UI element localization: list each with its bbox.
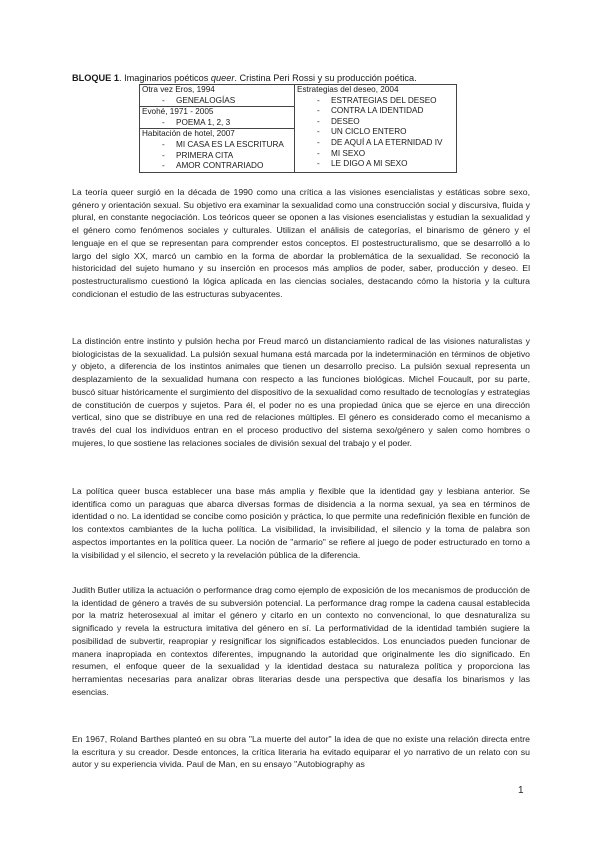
block-heading xyxy=(72,72,532,84)
paragraph: Judith Butler utiliza la actuación o performance drag como ejemplo de exposición de los mecanismos de producción de la identidad de género a través de su subversión potencial. La performance drag rompe la cadena causal establecida por la matriz heterosexual al imitar el género y citarlo en un contexto no convencional, lo que desnaturaliza su significado y revela la estructura imitativa del género en sí. La performatividad de la identidad también sugiere la posibilidad de subvertir, reapropiar y resignificar los significados establecidos. Los enunciados pueden funcionar de manera inapropiada en contextos diferentes, impugnando la autoridad que originalmente les dio significado. En resumen, el enfoque queer de la sexualidad y la identidad destaca su naturaleza política y proporciona las herramientas necesarias para analizar obras literarias desde una perspectiva que desafía los binarismos y las esencias. xyxy=(72,585,530,697)
work-cell xyxy=(140,107,295,129)
paragraph: La teoría queer surgió en la década de 1990 como una crítica a las visiones esencialistas y estáticas sobre sexo, género y orientación sexual. Su objetivo era examinar la sexualidad como una construcción social y discursiva, fluida y plural, en constante negociación. Los teóricos queer se oponen a las visiones esencialistas y estudian la sexualidad y el género como fenómenos sociales y culturales. Utilizan el análisis de categorías, el binarismo de género y el lenguaje en el que se representan para comprender estos conceptos. El postestructuralismo, que se desarrolló a lo largo del siglo XX, marcó un cambio en la forma de abordar la problemática de la sexualidad. Se reconoció la historicidad del sujeto humano y su inserción en procesos más amplios de poder, saber, producción y deseo. El postestructuralismo cuestionó la lógica aplicada en las ciencias sociales, destacando cómo la historia y la cultura condicionan el estudio de las estructuras subyacentes. xyxy=(72,187,530,299)
poem-item: - LE DIGO A MI SEXO xyxy=(297,159,455,170)
work-title: Otra vez Eros, 1994 xyxy=(142,85,215,94)
work-title: Habitación de hotel, 2007 xyxy=(142,129,235,139)
poem-item: - CONTRA LA IDENTIDAD xyxy=(297,106,455,117)
poem-item: - MI CASA ES LA ESCRITURA xyxy=(142,140,293,151)
heading-pre: . Imaginarios poéticos xyxy=(118,73,211,83)
paragraph: En 1967, Roland Barthes planteó en su obra "La muerte del autor" la idea de que no existe una relación directa entre la escritura y su creador. Desde entonces, la crítica literaria ha evitado equiparar el yo narrativo de un relato con su autor y su experiencia vivida. Paul de Man, en su ensayo "Autobiography as xyxy=(72,734,530,770)
block-label: BLOQUE 1 xyxy=(72,73,119,83)
page-number: 1 xyxy=(518,785,524,796)
work-cell xyxy=(295,85,457,173)
poem-item: - DE AQUÍ A LA ETERNIDAD IV xyxy=(297,138,455,149)
heading-italic: queer xyxy=(210,73,235,83)
poem-item: - DESEO xyxy=(297,117,455,128)
works-table xyxy=(139,84,457,173)
poem-item: - PRIMERA CITA xyxy=(142,151,293,162)
work-cell xyxy=(140,129,295,172)
poem-item: - POEMA 1, 2, 3 xyxy=(142,118,293,129)
poem-item: - UN CICLO ENTERO xyxy=(297,127,455,138)
work-cell xyxy=(140,85,295,107)
poem-item: - ESTRATEGIAS DEL DESEO xyxy=(297,96,455,107)
paragraph: La política queer busca establecer una base más amplia y flexible que la identidad gay y lesbiana anterior. Se identifica como un paraguas que abarca diversas formas de disidencia a la norma sexual, ya sea en términos de identidad o no. La identidad se concibe como posición y práctica, lo que permite una redefinición flexible en función de los contextos cambiantes de la lucha política. La visibilidad, la invisibilidad, el silencio y la toma de palabra son aspectos importantes en la política queer. La noción de "armario" se refiere al juego de poder estructurado en torno a la visibilidad y el silencio, el secreto y la revelación pública de la diferencia. xyxy=(72,486,530,560)
heading-post: . Cristina Peri Rossi y su producción poética. xyxy=(234,73,417,83)
paragraph: La distinción entre instinto y pulsión hecha por Freud marcó un distanciamiento radical de las visiones naturalistas y biologicistas de la sexualidad. La pulsión sexual humana está marcada por la indeterminación en términos de objetivo y objeto, a diferencia de los instintos animales que tienen un desarrollo preciso. La pulsión sexual representa un desplazamiento de la sexualidad humana con respecto a las funciones biológicas. Michel Foucault, por su parte, buscó situar históricamente el surgimiento del dispositivo de la sexualidad como resultado de tecnologías y estrategias de constitución de cuerpos y sujetos. Para él, el poder no es una propiedad única que se ejerce en una dirección vertical, sino que se distribuye en una red de relaciones múltiples. El género es considerado como el mecanismo a través del cual los individuos entran en el proceso productivo del sistema sexo/género y salen como hombres o mujeres, lo que sostiene las relaciones sociales de división sexual del trabajo y el poder. xyxy=(72,336,530,448)
work-title: Estrategias del deseo, 2004 xyxy=(297,85,399,94)
poem-item: - AMOR CONTRARIADO xyxy=(142,161,293,172)
work-title: Evohé, 1971 - 2005 xyxy=(142,107,214,117)
poem-item: - MI SEXO xyxy=(297,149,455,160)
poem-item: - GENEALOGÍAS xyxy=(142,96,293,107)
